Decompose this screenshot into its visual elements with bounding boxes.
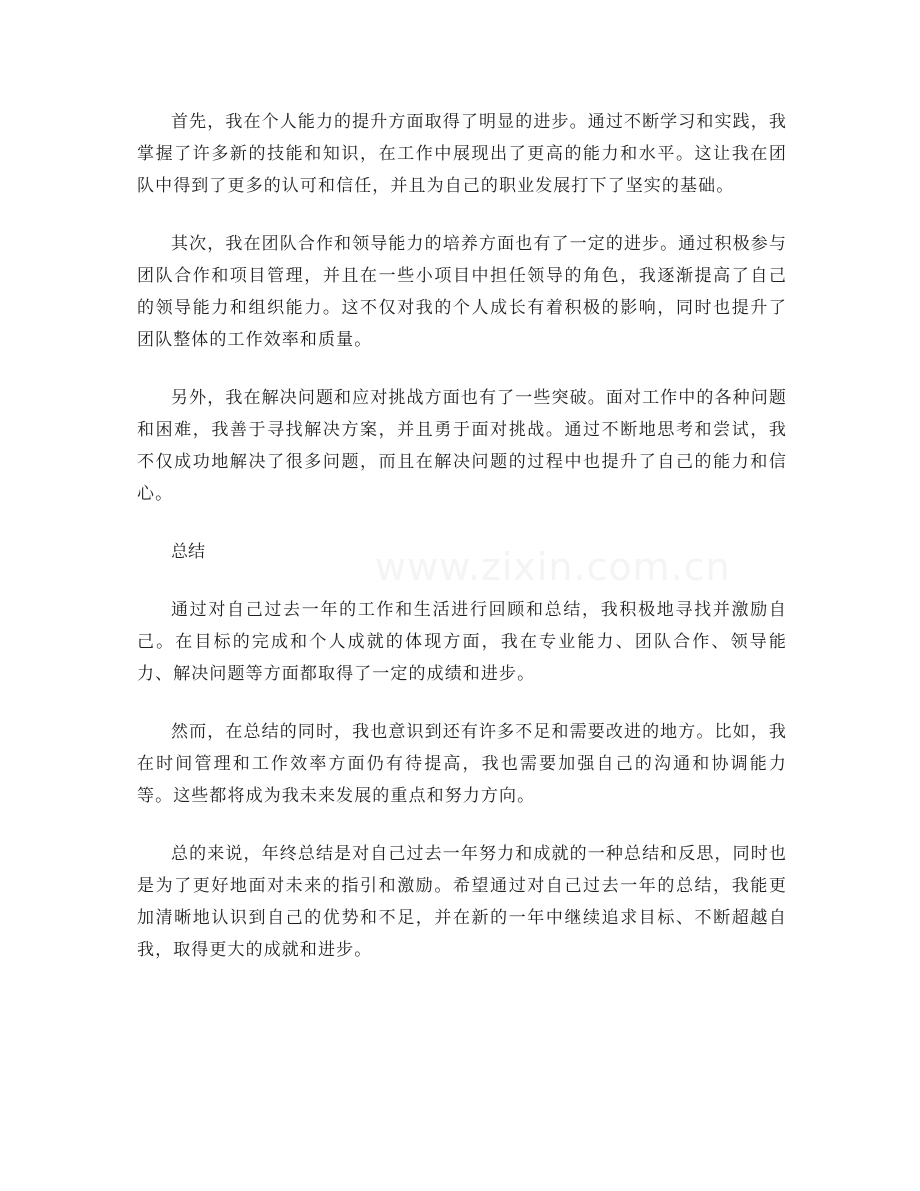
watermark: www.zixin.com.cn	[375, 545, 731, 589]
section-heading-summary: 总结	[171, 542, 205, 562]
paragraph-problem-solving: 另外，我在解决问题和应对挑战方面也有了一些突破。面对工作中的各种问题和困难，我善于寻找解决方案，并且勇于面对挑战。通过不断地思考和尝试，我不仅成功地解决了很多问题，而且在解决问题的过程中也提升了自己的能力和信心。	[137, 388, 787, 504]
paragraph-review: 通过对自己过去一年的工作和生活进行回顾和总结，我积极地寻找并激励自己。在目标的完成和个人成就的体现方面，我在专业能力、团队合作、领导能力、解决问题等方面都取得了一定的成绩和进步。	[137, 600, 787, 684]
paragraph-shortcomings: 然而，在总结的同时，我也意识到还有许多不足和需要改进的地方。比如，我在时间管理和工作效率方面仍有待提高，我也需要加强自己的沟通和协调能力等。这些都将成为我未来发展的重点和努力方向。	[137, 722, 787, 806]
document-body	[137, 106, 787, 992]
paragraph-teamwork-leadership: 其次，我在团队合作和领导能力的培养方面也有了一定的进步。通过积极参与团队合作和项目管理，并且在一些小项目中担任领导的角色，我逐渐提高了自己的领导能力和组织能力。这不仅对我的个人成长有着积极的影响，同时也提升了团队整体的工作效率和质量。	[137, 234, 787, 350]
paragraph-personal-ability: 首先，我在个人能力的提升方面取得了明显的进步。通过不断学习和实践，我掌握了许多新的技能和知识，在工作中展现出了更高的能力和水平。这让我在团队中得到了更多的认可和信任，并且为自己的职业发展打下了坚实的基础。	[137, 112, 787, 196]
paragraph-conclusion: 总的来说，年终总结是对自己过去一年努力和成就的一种总结和反思，同时也是为了更好地面对未来的指引和激励。希望通过对自己过去一年的总结，我能更加清晰地认识到自己的优势和不足，并在新的一年中继续追求目标、不断超越自我，取得更大的成就和进步。	[137, 844, 787, 960]
